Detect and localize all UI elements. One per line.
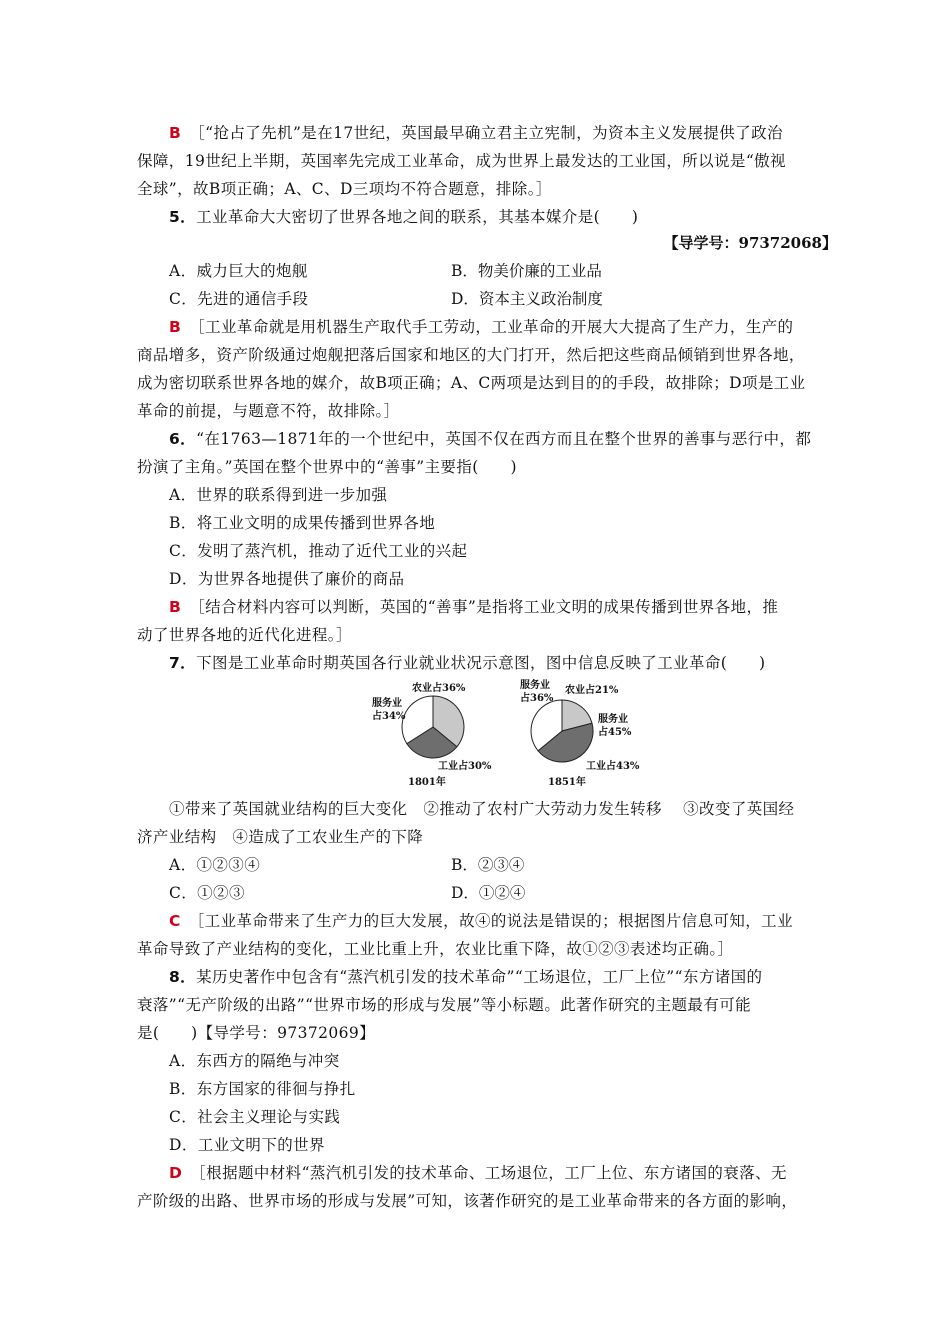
question-8-line-1: 8．某历史著作中包含有“蒸汽机引发的技术革命”“工场退位，工厂上位”“东方诸国的 xyxy=(169,968,763,986)
option-5a: A．威力巨大的炮舰 xyxy=(169,262,308,280)
pie-1851-label-service2-line-2: 占45% xyxy=(598,727,632,738)
question-6-line-1: 6．“在1763—1871年的一个世纪中，英国不仅在西方而且在整个世界的善事与恶行中，都 xyxy=(169,430,812,448)
answer-8-line-2: 产阶级的出路、世界市场的形成与发展”可知，该著作研究的是工业革命带来的各方面的影响， xyxy=(137,1192,798,1210)
question-8-line-2: 衰落”“无产阶级的出路”“世界市场的形成与发展”等小标题。此著作研究的主题最有可能 xyxy=(137,996,752,1014)
answer-8-line-1: D ［根据题中材料“蒸汽机引发的技术革命、工场退位，工厂上位、东方诸国的衰落、无 xyxy=(169,1164,787,1182)
question-6-line-2: 扮演了主角。”英国在整个世界中的“善事”主要指( ) xyxy=(137,458,517,476)
answer-5-line-4: 革命的前提，与题意不符，故排除。］ xyxy=(137,402,400,420)
pie-1851-label-service2-line-1: 服务业 xyxy=(598,714,628,725)
answer-5-line-2: 商品增多，资产阶级通过炮舰把落后国家和地区的大门打开，然后把这些商品倾销到世界各地， xyxy=(137,346,805,364)
option-5b: B．物美价廉的工业品 xyxy=(451,262,602,280)
answer-6-line-2: 动了世界各地的近代化进程。］ xyxy=(137,626,352,644)
option-6c: C．发明了蒸汽机，推动了近代工业的兴起 xyxy=(169,542,468,560)
question-8-line-3: 是( )【导学号：97372069】 xyxy=(137,1024,376,1042)
answer-letter-7: C xyxy=(169,912,181,930)
answer-5-line-3: 成为密切联系世界各地的媒介，故B项正确；A、C两项是达到目的的手段，故排除；D项是工业 xyxy=(137,374,806,392)
answer-4-line-2: 保障，19世纪上半期，英国率先完成工业革命，成为世界上最发达的工业国，所以说是“傲视 xyxy=(137,152,786,170)
answer-5-line-1: B ［工业革命就是用机器生产取代手工劳动，工业革命的开展大大提高了生产力，生产的 xyxy=(169,318,794,336)
question-5: 5．工业革命大大密切了世界各地之间的联系，其基本媒介是( ) xyxy=(169,208,639,226)
option-7d: D．①②④ xyxy=(451,884,526,902)
option-5c: C．先进的通信手段 xyxy=(169,290,309,308)
pie-1801-label-industry: 工业占30% xyxy=(438,761,492,772)
pie-1801 xyxy=(402,696,464,758)
answer-4-line-1: B ［“抢占了先机”是在17世纪，英国最早确立君主立宪制，为资本主义发展提供了政治 xyxy=(169,124,783,142)
pie-1851-year: 1851年 xyxy=(548,777,586,788)
question-7-statements-line-1: ①带来了英国就业结构的巨大变化 ②推动了农村广大劳动力发生转移 ③改变了英国经 xyxy=(169,800,795,818)
option-5d: D．资本主义政治制度 xyxy=(451,290,603,308)
answer-7-line-2: 革命导致了产业结构的变化，工业比重上升，农业比重下降，故①②③表述均正确。］ xyxy=(137,940,734,958)
pie-1801-label-service-line-2: 占34% xyxy=(372,711,406,722)
answer-letter-8: D xyxy=(169,1164,183,1182)
answer-4-line-3: 全球”，故B项正确；A、C、D三项均不符合题意，排除。］ xyxy=(137,180,552,198)
option-7a: A．①②③④ xyxy=(169,856,261,874)
option-8d: D．工业文明下的世界 xyxy=(169,1136,325,1154)
pie-1851-label-service-line-1: 服务业 xyxy=(520,680,550,691)
answer-letter-4: B xyxy=(169,124,182,142)
option-7c: C．①②③ xyxy=(169,884,245,902)
pie-1801-year: 1801年 xyxy=(408,777,446,788)
option-8b: B．东方国家的徘徊与挣扎 xyxy=(169,1080,356,1098)
guide-code-5: 【导学号：97372068】 xyxy=(663,234,837,252)
answer-letter-6: B xyxy=(169,598,182,616)
option-6b: B．将工业文明的成果传播到世界各地 xyxy=(169,514,436,532)
option-6d: D．为世界各地提供了廉价的商品 xyxy=(169,570,405,588)
pie-1851-label-agriculture: 农业占21% xyxy=(565,685,619,696)
employment-pie-charts xyxy=(360,675,650,790)
pie-1851-label-service-line-2: 占36% xyxy=(520,693,554,704)
question-7-statements-line-2: 济产业结构 ④造成了工农业生产的下降 xyxy=(137,828,424,846)
option-7b: B．②③④ xyxy=(451,856,525,874)
pie-1851 xyxy=(531,700,593,762)
option-6a: A．世界的联系得到进一步加强 xyxy=(169,486,388,504)
answer-6-line-1: B ［结合材料内容可以判断，英国的“善事”是指将工业文明的成果传播到世界各地，推 xyxy=(169,598,779,616)
answer-7-line-1: C ［工业革命带来了生产力的巨大发展，故④的说法是错误的；根据图片信息可知，工业 xyxy=(169,912,793,930)
pie-1801-label-service-line-1: 服务业 xyxy=(372,698,402,709)
option-8a: A．东西方的隔绝与冲突 xyxy=(169,1052,340,1070)
option-8c: C．社会主义理论与实践 xyxy=(169,1108,341,1126)
pie-1801-label-agriculture: 农业占36% xyxy=(412,683,466,694)
question-7: 7．下图是工业革命时期英国各行业就业状况示意图，图中信息反映了工业革命( ) xyxy=(169,654,766,672)
answer-letter-5: B xyxy=(169,318,182,336)
pie-1851-label-industry: 工业占43% xyxy=(586,761,640,772)
